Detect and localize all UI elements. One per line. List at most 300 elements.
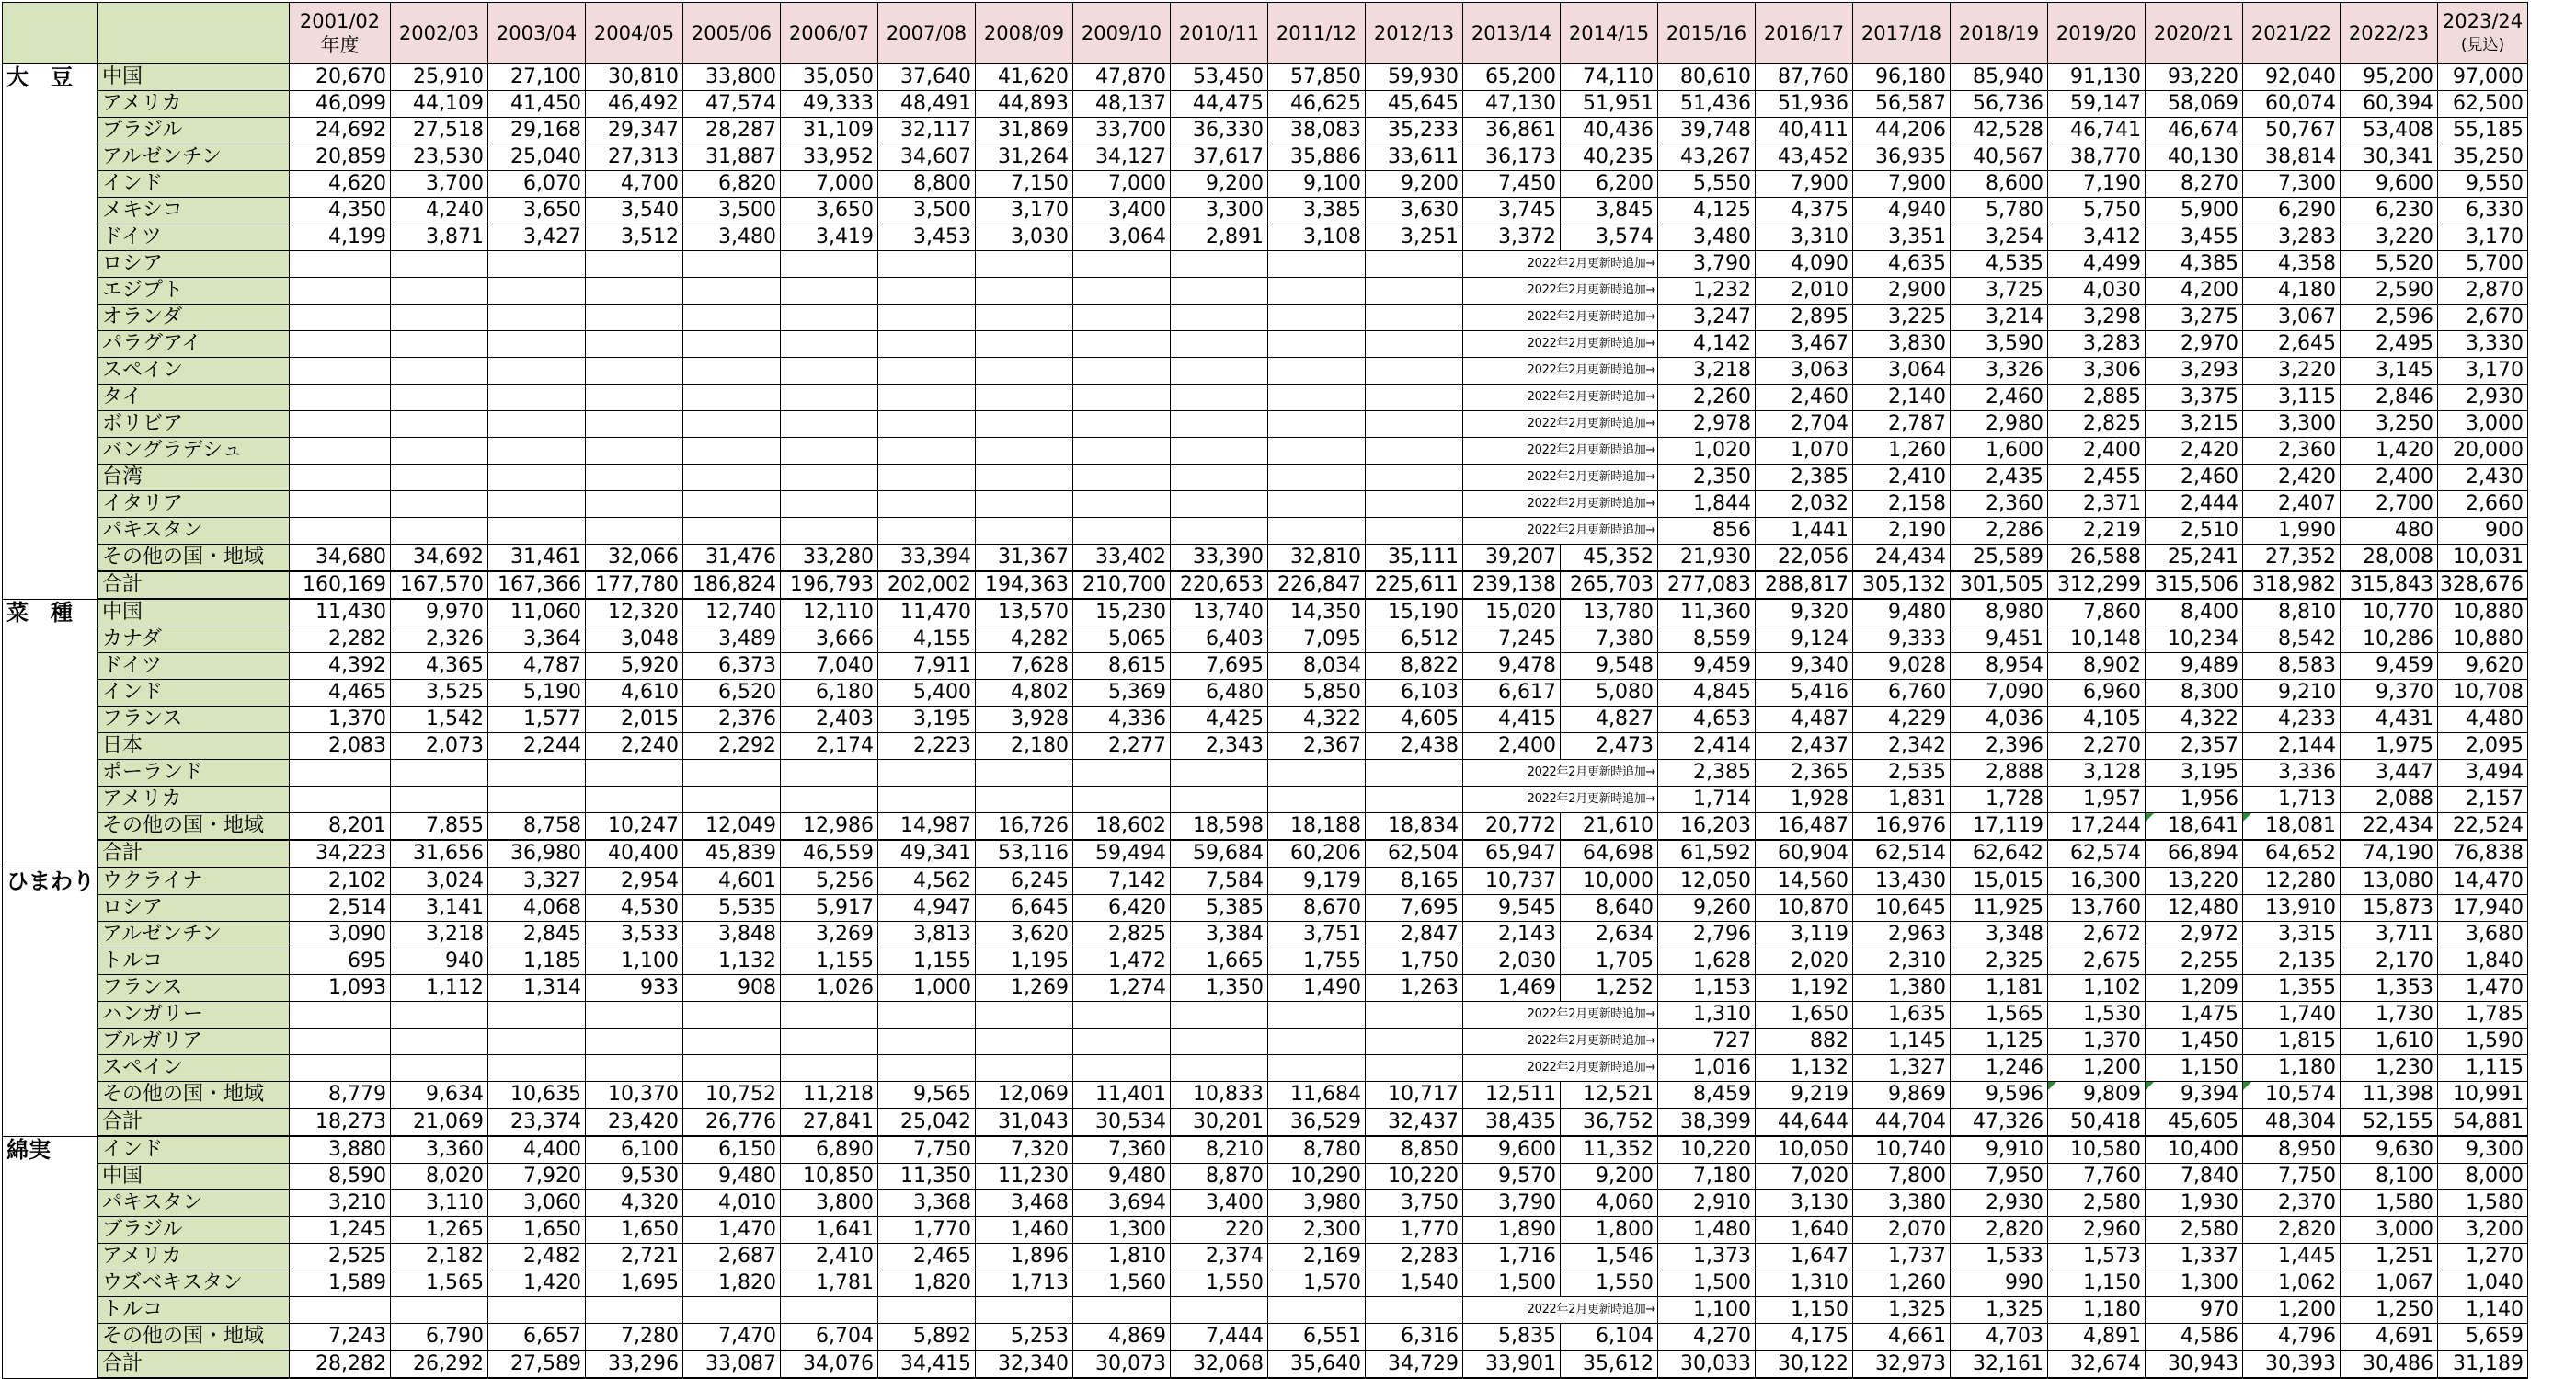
group-label: ひまわり xyxy=(3,868,98,1136)
total-cell: 18,273 xyxy=(290,1109,391,1136)
value-cell: 9,620 xyxy=(2438,653,2528,680)
empty-cell xyxy=(878,385,976,411)
value-cell: 15,190 xyxy=(1366,599,1463,626)
country-name: インド xyxy=(98,680,290,707)
value-cell: 95,200 xyxy=(2341,64,2438,91)
empty-cell xyxy=(1073,491,1171,518)
total-cell: 64,652 xyxy=(2243,840,2341,868)
value-cell: 3,218 xyxy=(391,922,488,948)
value-cell: 2,846 xyxy=(2341,385,2438,411)
value-cell: 1,150 xyxy=(1756,1297,1853,1324)
value-cell: 3,500 xyxy=(683,198,781,224)
value-cell: 6,790 xyxy=(391,1324,488,1351)
country-name: ドイツ xyxy=(98,224,290,251)
value-cell: 9,260 xyxy=(1658,895,1756,922)
value-cell: 7,840 xyxy=(2146,1164,2243,1190)
value-cell: 93,220 xyxy=(2146,64,2243,91)
total-cell: 32,161 xyxy=(1951,1350,2048,1378)
value-cell: 20,670 xyxy=(290,64,391,91)
value-cell: 3,630 xyxy=(1366,198,1463,224)
value-cell: 12,050 xyxy=(1658,868,1756,895)
value-cell: 1,565 xyxy=(1951,1002,2048,1029)
country-name: 中国 xyxy=(98,64,290,91)
value-cell: 4,661 xyxy=(1853,1324,1951,1351)
value-cell: 1,370 xyxy=(2048,1029,2146,1055)
table-row xyxy=(3,144,2528,171)
value-cell: 2,083 xyxy=(290,733,391,760)
country-name: アルゼンチン xyxy=(98,144,290,171)
added-note: 2022年2月更新時追加→ xyxy=(1463,438,1658,465)
corner-cell-b xyxy=(98,3,290,64)
value-cell: 12,110 xyxy=(781,599,878,626)
value-cell: 74,110 xyxy=(1561,64,1658,91)
empty-cell xyxy=(1073,331,1171,358)
value-cell: 59,930 xyxy=(1366,64,1463,91)
country-name: 合計 xyxy=(98,1350,290,1378)
empty-cell xyxy=(976,1029,1073,1055)
empty-cell xyxy=(1366,1029,1463,1055)
value-cell: 2,400 xyxy=(2341,465,2438,491)
value-cell: 10,850 xyxy=(781,1164,878,1190)
empty-cell xyxy=(1268,438,1366,465)
total-cell: 25,042 xyxy=(878,1109,976,1136)
value-cell: 22,056 xyxy=(1756,545,1853,572)
value-cell: 7,911 xyxy=(878,653,976,680)
value-cell: 10,220 xyxy=(1366,1164,1463,1190)
empty-cell xyxy=(1171,438,1268,465)
value-cell: 3,360 xyxy=(391,1136,488,1164)
value-cell: 2,980 xyxy=(1951,411,2048,438)
value-cell: 2,460 xyxy=(1951,385,2048,411)
value-cell: 1,093 xyxy=(290,975,391,1002)
value-cell: 4,199 xyxy=(290,224,391,251)
data-sheet xyxy=(2,2,2528,1379)
value-cell: 3,790 xyxy=(1463,1190,1561,1217)
value-cell: 9,028 xyxy=(1853,653,1951,680)
value-cell: 57,850 xyxy=(1268,64,1366,91)
value-cell: 2,223 xyxy=(878,733,976,760)
value-cell: 31,869 xyxy=(976,118,1073,144)
value-cell: 2,645 xyxy=(2243,331,2341,358)
empty-cell xyxy=(586,787,683,813)
value-cell: 7,444 xyxy=(1171,1324,1268,1351)
value-cell: 2,414 xyxy=(1658,733,1756,760)
value-cell: 10,752 xyxy=(683,1082,781,1109)
empty-cell xyxy=(1268,251,1366,278)
value-cell: 48,137 xyxy=(1073,91,1171,118)
empty-cell xyxy=(781,438,878,465)
value-cell: 2,343 xyxy=(1171,733,1268,760)
value-cell: 2,365 xyxy=(1756,760,1853,787)
value-cell: 2,960 xyxy=(2048,1217,2146,1244)
value-cell: 3,170 xyxy=(976,198,1073,224)
value-cell: 10,234 xyxy=(2146,626,2243,653)
added-note: 2022年2月更新時追加→ xyxy=(1463,787,1658,813)
value-cell: 2,687 xyxy=(683,1244,781,1270)
empty-cell xyxy=(1171,465,1268,491)
value-cell: 2,596 xyxy=(2341,305,2438,331)
value-cell: 2,270 xyxy=(2048,733,2146,760)
value-cell: 9,200 xyxy=(1561,1164,1658,1190)
value-cell: 6,960 xyxy=(2048,680,2146,707)
value-cell: 44,893 xyxy=(976,91,1073,118)
empty-cell xyxy=(683,1029,781,1055)
country-name: タイ xyxy=(98,385,290,411)
value-cell: 1,831 xyxy=(1853,787,1951,813)
total-cell: 60,206 xyxy=(1268,840,1366,868)
empty-cell xyxy=(1073,1029,1171,1055)
value-cell: 16,203 xyxy=(1658,813,1756,841)
value-cell: 34,692 xyxy=(391,545,488,572)
total-cell: 194,363 xyxy=(976,571,1073,599)
value-cell: 2,580 xyxy=(2146,1217,2243,1244)
value-cell: 10,770 xyxy=(2341,599,2438,626)
total-cell: 38,435 xyxy=(1463,1109,1561,1136)
table-row xyxy=(3,975,2528,1002)
value-cell: 2,672 xyxy=(2048,922,2146,948)
value-cell: 4,090 xyxy=(1756,251,1853,278)
value-cell: 8,954 xyxy=(1951,653,2048,680)
value-cell: 9,300 xyxy=(2438,1136,2528,1164)
empty-cell xyxy=(1073,465,1171,491)
value-cell: 4,499 xyxy=(2048,251,2146,278)
table-row xyxy=(3,305,2528,331)
empty-cell xyxy=(1073,438,1171,465)
table-row xyxy=(3,1002,2528,1029)
empty-cell xyxy=(976,491,1073,518)
value-cell: 65,200 xyxy=(1463,64,1561,91)
value-cell: 4,233 xyxy=(2243,707,2341,733)
value-cell: 3,500 xyxy=(878,198,976,224)
value-cell: 2,514 xyxy=(290,895,391,922)
value-cell: 12,049 xyxy=(683,813,781,841)
value-cell: 3,110 xyxy=(391,1190,488,1217)
empty-cell xyxy=(586,411,683,438)
value-cell: 1,647 xyxy=(1756,1244,1853,1270)
table-row xyxy=(3,251,2528,278)
table-row xyxy=(3,868,2528,895)
value-cell: 2,169 xyxy=(1268,1244,1366,1270)
value-cell: 5,780 xyxy=(1951,198,2048,224)
year-header: 2019/20 xyxy=(2048,3,2146,64)
empty-cell xyxy=(1171,358,1268,385)
value-cell: 11,684 xyxy=(1268,1082,1366,1109)
empty-cell xyxy=(391,411,488,438)
value-cell: 1,125 xyxy=(1951,1029,2048,1055)
country-name: スペイン xyxy=(98,1055,290,1082)
value-cell: 2,420 xyxy=(2146,438,2243,465)
value-cell: 11,925 xyxy=(1951,895,2048,922)
value-cell: 2,495 xyxy=(2341,331,2438,358)
empty-cell xyxy=(586,331,683,358)
empty-cell xyxy=(391,491,488,518)
table-row xyxy=(3,331,2528,358)
value-cell: 1,820 xyxy=(878,1270,976,1297)
value-cell: 900 xyxy=(2438,518,2528,545)
value-cell: 5,835 xyxy=(1463,1324,1561,1351)
value-cell: 1,540 xyxy=(1366,1270,1463,1297)
value-cell: 1,155 xyxy=(781,948,878,975)
value-cell: 2,135 xyxy=(2243,948,2341,975)
value-cell: 3,848 xyxy=(683,922,781,948)
value-cell: 8,902 xyxy=(2048,653,2146,680)
value-cell: 3,375 xyxy=(2146,385,2243,411)
value-cell: 2,482 xyxy=(488,1244,586,1270)
empty-cell xyxy=(290,438,391,465)
value-cell: 1,132 xyxy=(683,948,781,975)
value-cell: 2,845 xyxy=(488,922,586,948)
empty-cell xyxy=(1073,787,1171,813)
value-cell: 4,010 xyxy=(683,1190,781,1217)
country-name: ウクライナ xyxy=(98,868,290,895)
value-cell: 2,410 xyxy=(781,1244,878,1270)
value-cell: 1,641 xyxy=(781,1217,878,1244)
country-name: ウズベキスタン xyxy=(98,1270,290,1297)
value-cell: 2,143 xyxy=(1463,922,1561,948)
country-name: パキスタン xyxy=(98,1190,290,1217)
value-cell: 3,980 xyxy=(1268,1190,1366,1217)
empty-cell xyxy=(683,278,781,305)
value-cell: 5,080 xyxy=(1561,680,1658,707)
value-cell: 15,230 xyxy=(1073,599,1171,626)
value-cell: 1,550 xyxy=(1561,1270,1658,1297)
value-cell: 1,990 xyxy=(2243,518,2341,545)
value-cell: 2,796 xyxy=(1658,922,1756,948)
value-cell: 8,201 xyxy=(290,813,391,841)
empty-cell xyxy=(781,1029,878,1055)
empty-cell xyxy=(1171,787,1268,813)
table-row xyxy=(3,1324,2528,1351)
value-cell: 33,700 xyxy=(1073,118,1171,144)
value-cell: 40,130 xyxy=(2146,144,2243,171)
total-cell: 167,366 xyxy=(488,571,586,599)
total-cell: 315,506 xyxy=(2146,571,2243,599)
total-cell: 64,698 xyxy=(1561,840,1658,868)
value-cell: 2,885 xyxy=(2048,385,2146,411)
value-cell: 2,182 xyxy=(391,1244,488,1270)
empty-cell xyxy=(878,760,976,787)
value-cell: 1,930 xyxy=(2146,1190,2243,1217)
value-cell: 8,542 xyxy=(2243,626,2341,653)
table-row xyxy=(3,680,2528,707)
value-cell: 3,000 xyxy=(2341,1217,2438,1244)
value-cell: 31,476 xyxy=(683,545,781,572)
value-cell: 10,740 xyxy=(1853,1136,1951,1164)
value-cell: 7,150 xyxy=(976,171,1073,198)
added-note: 2022年2月更新時追加→ xyxy=(1463,251,1658,278)
value-cell: 1,770 xyxy=(878,1217,976,1244)
value-cell: 5,700 xyxy=(2438,251,2528,278)
value-cell: 2,073 xyxy=(391,733,488,760)
value-cell: 3,412 xyxy=(2048,224,2146,251)
value-cell: 2,326 xyxy=(391,626,488,653)
empty-cell xyxy=(290,1055,391,1082)
value-cell: 41,620 xyxy=(976,64,1073,91)
value-cell: 9,970 xyxy=(391,599,488,626)
value-cell: 1,140 xyxy=(2438,1297,2528,1324)
value-cell: 12,740 xyxy=(683,599,781,626)
empty-cell xyxy=(586,1002,683,1029)
value-cell: 35,111 xyxy=(1366,545,1463,572)
empty-cell xyxy=(878,1002,976,1029)
total-cell: 328,676 xyxy=(2438,571,2528,599)
empty-cell xyxy=(1366,465,1463,491)
empty-cell xyxy=(878,411,976,438)
total-cell: 34,076 xyxy=(781,1350,878,1378)
value-cell: 10,580 xyxy=(2048,1136,2146,1164)
value-cell: 45,645 xyxy=(1366,91,1463,118)
value-cell: 2,367 xyxy=(1268,733,1366,760)
empty-cell xyxy=(1171,1002,1268,1029)
table-row xyxy=(3,358,2528,385)
table-row xyxy=(3,626,2528,653)
value-cell: 1,373 xyxy=(1658,1244,1756,1270)
empty-cell xyxy=(781,305,878,331)
value-cell: 1,785 xyxy=(2438,1002,2528,1029)
value-cell: 2,370 xyxy=(2243,1190,2341,1217)
empty-cell xyxy=(488,1029,586,1055)
value-cell: 3,000 xyxy=(2438,411,2528,438)
value-cell: 1,180 xyxy=(2243,1055,2341,1082)
empty-cell xyxy=(1366,385,1463,411)
value-cell: 2,910 xyxy=(1658,1190,1756,1217)
value-cell: 1,155 xyxy=(878,948,976,975)
total-cell: 23,420 xyxy=(586,1109,683,1136)
total-cell: 33,901 xyxy=(1463,1350,1561,1378)
country-name: ボリビア xyxy=(98,411,290,438)
total-cell: 30,033 xyxy=(1658,1350,1756,1378)
value-cell: 2,240 xyxy=(586,733,683,760)
empty-cell xyxy=(878,251,976,278)
table-row xyxy=(3,411,2528,438)
value-cell: 933 xyxy=(586,975,683,1002)
value-cell: 10,148 xyxy=(2048,626,2146,653)
value-cell: 1,470 xyxy=(683,1217,781,1244)
value-cell: 2,174 xyxy=(781,733,878,760)
value-cell: 43,452 xyxy=(1756,144,1853,171)
empty-cell xyxy=(1268,465,1366,491)
total-cell: 30,393 xyxy=(2243,1350,2341,1378)
value-cell: 2,088 xyxy=(2341,787,2438,813)
value-cell: 1,327 xyxy=(1853,1055,1951,1082)
value-cell: 5,253 xyxy=(976,1324,1073,1351)
value-cell: 10,645 xyxy=(1853,895,1951,922)
country-name: ドイツ xyxy=(98,653,290,680)
value-cell: 3,364 xyxy=(488,626,586,653)
value-cell: 1,260 xyxy=(1853,1270,1951,1297)
empty-cell xyxy=(391,385,488,411)
value-cell: 3,351 xyxy=(1853,224,1951,251)
value-cell: 8,559 xyxy=(1658,626,1756,653)
value-cell: 42,528 xyxy=(1951,118,2048,144)
total-cell: 225,611 xyxy=(1366,571,1463,599)
total-cell: 288,817 xyxy=(1756,571,1853,599)
value-cell: 14,560 xyxy=(1756,868,1853,895)
value-cell: 1,705 xyxy=(1561,948,1658,975)
value-cell: 1,337 xyxy=(2146,1244,2243,1270)
value-cell: 17,244 xyxy=(2048,813,2146,841)
total-cell: 32,674 xyxy=(2048,1350,2146,1378)
value-cell: 2,634 xyxy=(1561,922,1658,948)
value-cell: 14,470 xyxy=(2438,868,2528,895)
value-cell: 9,630 xyxy=(2341,1136,2438,1164)
value-cell: 3,533 xyxy=(586,922,683,948)
value-cell: 5,369 xyxy=(1073,680,1171,707)
empty-cell xyxy=(1171,1029,1268,1055)
value-cell: 1,665 xyxy=(1171,948,1268,975)
value-cell: 2,963 xyxy=(1853,922,1951,948)
value-cell: 2,310 xyxy=(1853,948,1951,975)
value-cell: 7,628 xyxy=(976,653,1073,680)
value-cell: 2,157 xyxy=(2438,787,2528,813)
value-cell: 48,491 xyxy=(878,91,976,118)
empty-cell xyxy=(1268,518,1366,545)
value-cell: 1,380 xyxy=(1853,975,1951,1002)
value-cell: 3,064 xyxy=(1073,224,1171,251)
total-cell: 196,793 xyxy=(781,571,878,599)
value-cell: 13,080 xyxy=(2341,868,2438,895)
value-cell: 4,180 xyxy=(2243,278,2341,305)
value-cell: 3,385 xyxy=(1268,198,1366,224)
value-cell: 39,748 xyxy=(1658,118,1756,144)
table-row xyxy=(3,198,2528,224)
value-cell: 25,910 xyxy=(391,64,488,91)
value-cell: 3,928 xyxy=(976,707,1073,733)
value-cell: 2,930 xyxy=(2438,385,2528,411)
value-cell: 22,434 xyxy=(2341,813,2438,841)
group-label: 綿実 xyxy=(3,1136,98,1378)
table-row xyxy=(3,438,2528,465)
value-cell: 1,640 xyxy=(1756,1217,1853,1244)
country-name: その他の国・地域 xyxy=(98,813,290,841)
value-cell: 11,470 xyxy=(878,599,976,626)
value-cell: 26,588 xyxy=(2048,545,2146,572)
empty-cell xyxy=(781,385,878,411)
year-header: 2018/19 xyxy=(1951,3,2048,64)
value-cell: 3,680 xyxy=(2438,922,2528,948)
value-cell: 9,548 xyxy=(1561,653,1658,680)
empty-cell xyxy=(290,1002,391,1029)
total-cell: 74,190 xyxy=(2341,840,2438,868)
value-cell: 33,394 xyxy=(878,545,976,572)
value-cell: 2,244 xyxy=(488,733,586,760)
empty-cell xyxy=(781,1297,878,1324)
country-name: 日本 xyxy=(98,733,290,760)
value-cell: 31,264 xyxy=(976,144,1073,171)
value-cell: 2,140 xyxy=(1853,385,1951,411)
value-cell: 3,419 xyxy=(781,224,878,251)
value-cell: 1,185 xyxy=(488,948,586,975)
value-cell: 1,490 xyxy=(1268,975,1366,1002)
value-cell: 21,610 xyxy=(1561,813,1658,841)
empty-cell xyxy=(488,760,586,787)
value-cell: 58,069 xyxy=(2146,91,2243,118)
empty-cell xyxy=(683,385,781,411)
value-cell: 6,316 xyxy=(1366,1324,1463,1351)
empty-cell xyxy=(976,438,1073,465)
value-cell: 4,320 xyxy=(586,1190,683,1217)
value-cell: 50,767 xyxy=(2243,118,2341,144)
total-row xyxy=(3,840,2528,868)
value-cell: 3,300 xyxy=(1171,198,1268,224)
value-cell: 2,891 xyxy=(1171,224,1268,251)
total-row xyxy=(3,1109,2528,1136)
value-cell: 940 xyxy=(391,948,488,975)
empty-cell xyxy=(290,518,391,545)
empty-cell xyxy=(290,358,391,385)
value-cell: 1,445 xyxy=(2243,1244,2341,1270)
value-cell: 3,427 xyxy=(488,224,586,251)
